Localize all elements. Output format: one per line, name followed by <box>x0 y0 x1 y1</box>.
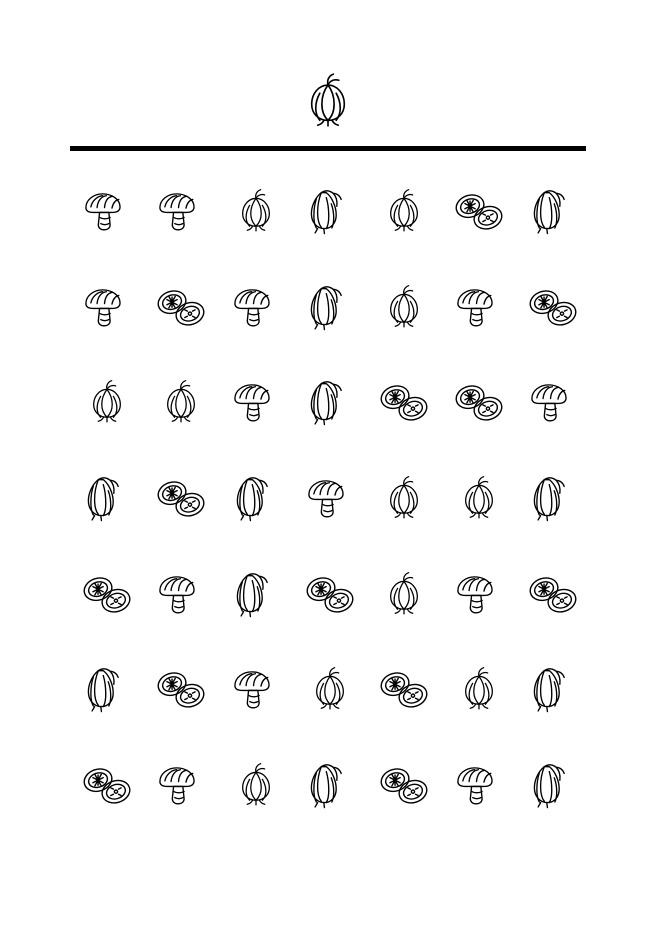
mushroom-icon <box>76 275 138 337</box>
grid-cell <box>367 641 441 736</box>
grid-cell <box>442 737 516 832</box>
artichoke-icon <box>76 657 138 719</box>
kiwi-icon <box>149 656 213 720</box>
mushroom-icon <box>448 275 510 337</box>
grid-cell <box>219 545 293 640</box>
grid-cell <box>219 258 293 353</box>
grid-cell <box>70 641 144 736</box>
grid-cell <box>367 354 441 449</box>
kiwi-icon <box>372 656 436 720</box>
horizontal-divider <box>70 146 586 151</box>
grid-cell <box>70 449 144 544</box>
grid-cell <box>516 354 590 449</box>
grid-cell <box>293 449 367 544</box>
kiwi-icon <box>447 178 511 242</box>
grid-cell <box>144 641 218 736</box>
grid-cell <box>442 641 516 736</box>
onion-icon <box>227 755 285 813</box>
artichoke-icon <box>522 466 584 528</box>
mushroom-icon <box>522 370 584 432</box>
onion-icon <box>375 564 433 622</box>
grid-cell <box>144 354 218 449</box>
grid-cell <box>293 162 367 257</box>
artichoke-icon <box>522 179 584 241</box>
item-grid <box>70 162 590 832</box>
grid-cell <box>516 258 590 353</box>
mushroom-icon <box>150 562 212 624</box>
mushroom-icon <box>448 562 510 624</box>
grid-cell <box>70 162 144 257</box>
grid-cell <box>516 545 590 640</box>
artichoke-icon <box>299 753 361 815</box>
grid-cell <box>70 354 144 449</box>
grid-cell <box>367 449 441 544</box>
onion-icon <box>375 468 433 526</box>
grid-cell <box>367 545 441 640</box>
artichoke-icon <box>522 753 584 815</box>
onion-icon <box>450 468 508 526</box>
grid-cell <box>293 737 367 832</box>
grid-cell <box>70 737 144 832</box>
grid-cell <box>442 449 516 544</box>
grid-cell <box>367 737 441 832</box>
onion-icon <box>375 181 433 239</box>
artichoke-icon <box>225 466 287 528</box>
grid-cell <box>219 641 293 736</box>
kiwi-icon <box>149 465 213 529</box>
grid-cell <box>144 449 218 544</box>
artichoke-icon <box>299 179 361 241</box>
grid-cell <box>367 258 441 353</box>
grid-cell <box>367 162 441 257</box>
mushroom-icon <box>225 275 287 337</box>
mushroom-icon <box>150 753 212 815</box>
grid-cell <box>442 545 516 640</box>
mushroom-icon <box>150 179 212 241</box>
grid-cell <box>293 641 367 736</box>
kiwi-icon <box>447 369 511 433</box>
grid-cell <box>144 737 218 832</box>
grid-cell <box>70 258 144 353</box>
artichoke-icon <box>522 657 584 719</box>
artichoke-icon <box>299 275 361 337</box>
onion-icon <box>450 659 508 717</box>
kiwi-icon <box>75 561 139 625</box>
kiwi-icon <box>521 561 585 625</box>
onion-icon <box>78 372 136 430</box>
artichoke-icon <box>225 562 287 624</box>
grid-cell <box>144 162 218 257</box>
kiwi-icon <box>149 274 213 338</box>
artichoke-icon <box>299 370 361 432</box>
grid-cell <box>219 162 293 257</box>
mushroom-icon <box>225 370 287 432</box>
mushroom-icon <box>225 657 287 719</box>
grid-cell <box>293 354 367 449</box>
kiwi-icon <box>298 561 362 625</box>
kiwi-icon <box>372 752 436 816</box>
grid-cell <box>219 449 293 544</box>
onion-icon <box>301 659 359 717</box>
grid-cell <box>70 545 144 640</box>
grid-cell <box>293 258 367 353</box>
onion-icon <box>294 66 362 134</box>
grid-cell <box>442 354 516 449</box>
mushroom-icon <box>76 179 138 241</box>
grid-cell <box>442 258 516 353</box>
onion-icon <box>375 277 433 335</box>
onion-icon <box>152 372 210 430</box>
grid-cell <box>219 354 293 449</box>
grid-cell <box>219 737 293 832</box>
grid-cell <box>516 162 590 257</box>
grid-cell <box>293 545 367 640</box>
target-item-area <box>0 60 656 140</box>
kiwi-icon <box>372 369 436 433</box>
grid-cell <box>516 641 590 736</box>
onion-icon <box>227 181 285 239</box>
grid-cell <box>516 449 590 544</box>
kiwi-icon <box>521 274 585 338</box>
grid-cell <box>144 545 218 640</box>
kiwi-icon <box>75 752 139 816</box>
grid-cell <box>442 162 516 257</box>
mushroom-icon <box>299 466 361 528</box>
grid-cell <box>144 258 218 353</box>
mushroom-icon <box>448 753 510 815</box>
grid-cell <box>516 737 590 832</box>
artichoke-icon <box>76 466 138 528</box>
